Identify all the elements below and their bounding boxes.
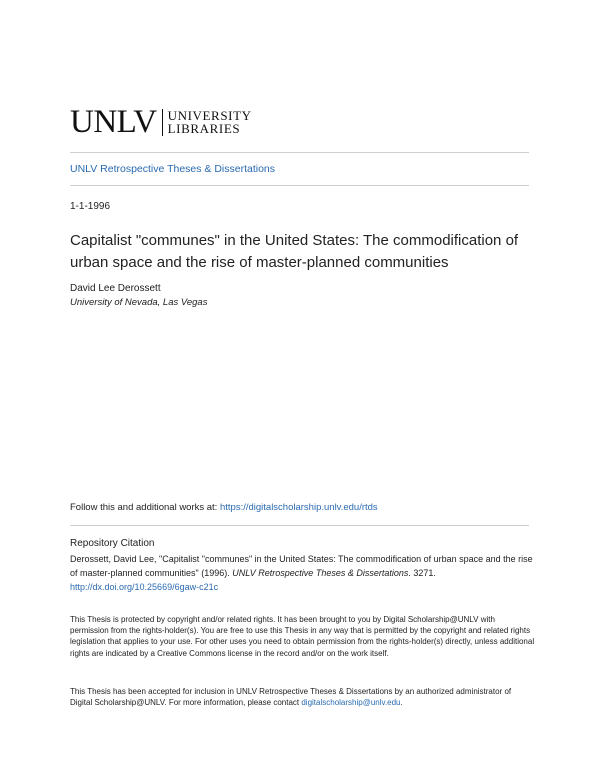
citation-main: Derossett, David Lee, "Capitalist "communes" in the United States: The commodification of urban space and the rise of master-planned communities" (1996). [70,554,533,578]
follow-prefix: Follow this and additional works at: [70,502,220,513]
copyright-notice: This Thesis is protected by copyright and/or related rights. It has been brought to you by Digital Scholarship@UNLV with permission from the rights-holder(s). You are free to use this Thesis in any way that is permitted by the copyright and related rights legislation that applies to your use. For other uses you need to obtain permission from the rights-holder(s) directly, unless additional rights are indicated by a Creative Commons license in the record and/or on the work itself. [70,615,535,658]
logo-line-university: UNIVERSITY [167,108,252,123]
follow-line [70,502,378,513]
document-title: Capitalist "communes" in the United States: The commodification of urban space and the rise of master-planned communities [70,232,519,271]
divider [70,185,529,186]
inclusion-text: This Thesis has been accepted for inclusion in UNLV Retrospective Theses & Dissertations by an authorized administrator of Digital Scholarship@UNLV. For more information, please contact [70,687,512,708]
author-affiliation: University of Nevada, Las Vegas [70,297,208,308]
unlv-libraries-logo [70,103,252,140]
citation-doi-link[interactable]: http://dx.doi.org/10.25669/6gaw-c21c [70,582,219,592]
citation-series: UNLV Retrospective Theses & Dissertations [232,568,409,578]
contact-email-link[interactable]: digitalscholarship@unlv.edu [301,698,401,708]
collection-link[interactable]: UNLV Retrospective Theses & Dissertations [70,163,276,175]
author-name: David Lee Derossett [70,283,161,294]
logo-line-libraries: LIBRARIES [167,121,241,136]
logo-mark: UNLV [70,103,157,140]
citation-text [70,552,540,594]
citation-number: . 3271. [408,568,436,578]
divider [70,525,529,526]
citation-heading: Repository Citation [70,538,155,549]
divider [70,152,529,153]
follow-link[interactable]: https://digitalscholarship.unlv.edu/rtds [219,502,378,513]
inclusion-end: . [400,698,403,708]
publication-date: 1-1-1996 [70,201,111,212]
logo-wordmark [168,109,252,135]
inclusion-notice [70,686,535,708]
logo-divider [162,109,163,136]
